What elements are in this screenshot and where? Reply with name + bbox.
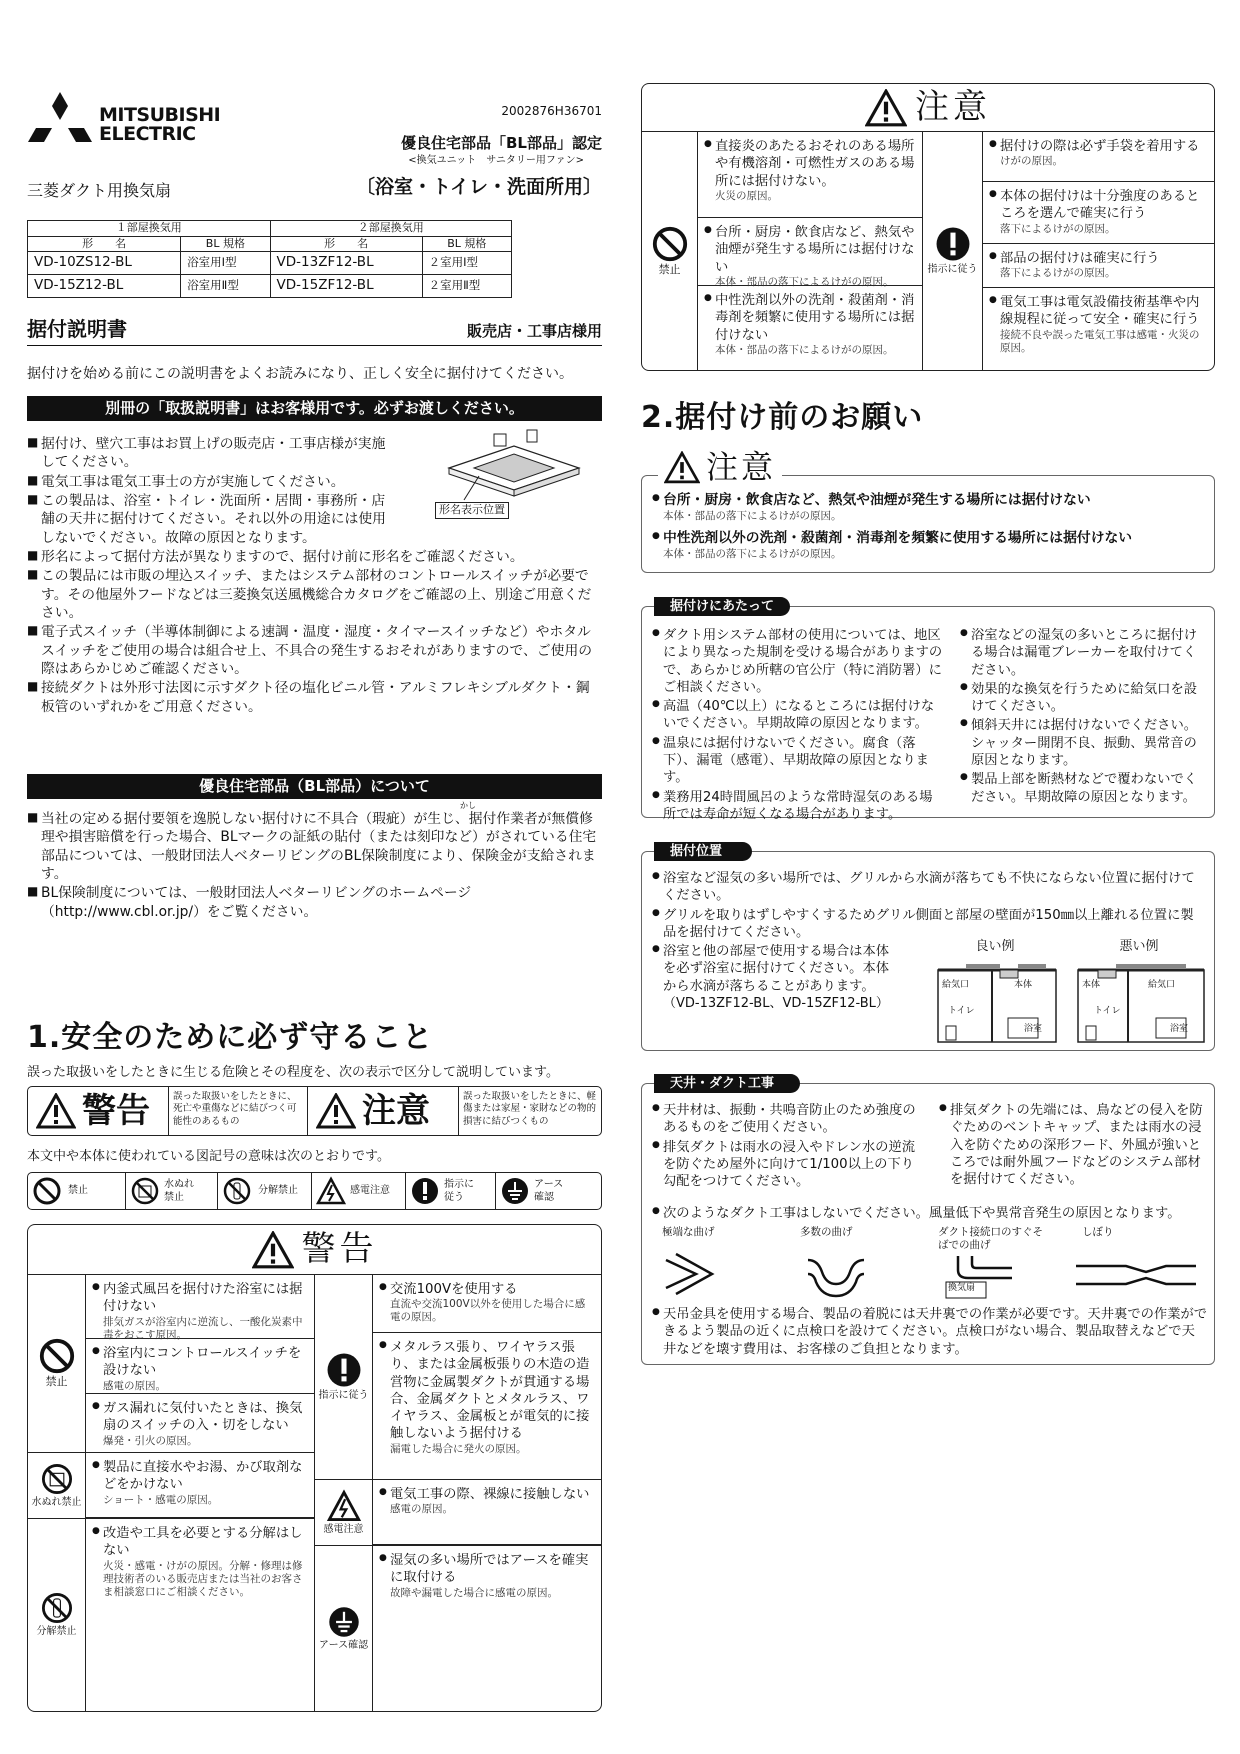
list-item xyxy=(86,1519,314,1711)
warning-group xyxy=(315,1480,601,1546)
list-item: ● 排気ダクトの先端には、鳥などの侵入を防ぐためのベントキャップ、または雨水の浸入を防ぐための深形フード、外風が強いところでは耐外風フードなどのシステム部材を据付けてください。 xyxy=(939,1102,1209,1188)
list-item: ■ 接続ダクトは外形寸法図に示すダクト径の塩化ビニル管・アルミフレキシブルダクト・鋼板管のいずれかをご用意ください。 xyxy=(27,679,602,716)
toilet-label: トイレ xyxy=(948,1006,975,1016)
list-item: ● 天井材は、振動・共鳴音防止のため強度のあるものをご使用ください。 xyxy=(652,1102,922,1137)
icon-label: アース確認 xyxy=(318,1639,369,1651)
audience: 販売店・工事店様用 xyxy=(466,322,602,340)
electric-shock-icon xyxy=(327,1489,361,1523)
list-item xyxy=(373,1546,601,1711)
icon-cell xyxy=(315,1480,373,1545)
symbols-row xyxy=(27,1172,602,1210)
item-text: ● 改造や工具を必要とする分解はしない xyxy=(92,1525,308,1560)
bath-label: 浴室 xyxy=(1170,1024,1189,1034)
sec2-caution-items xyxy=(652,492,1208,561)
atatte-right xyxy=(960,627,1208,806)
manual-title: 据付説明書 xyxy=(27,317,127,341)
symbol-label: 分解禁止 xyxy=(258,1185,298,1197)
list-item xyxy=(983,244,1214,288)
symbol-no-disassembly xyxy=(218,1173,312,1209)
warning-left-col xyxy=(28,1275,315,1711)
prohibit-icon xyxy=(651,225,689,263)
instruction-icon xyxy=(325,1351,363,1389)
item-note: 直流や交流100V以外を使用した場合に感電の原因。 xyxy=(390,1298,586,1324)
col-model: 形 名 xyxy=(28,236,181,252)
model-label-position: 形名表示位置 xyxy=(435,502,509,519)
duct-left xyxy=(652,1102,922,1190)
icon-label: 水ぬれ禁止 xyxy=(31,1496,82,1508)
symbol-label: 禁止 xyxy=(68,1185,88,1197)
list-item xyxy=(983,132,1214,182)
item-text: ● 製品に直接水やお湯、かび取剤などをかけない xyxy=(92,1459,308,1494)
position-tag: 据付位置 xyxy=(654,842,752,861)
instruction-icon xyxy=(934,225,972,263)
prohibit-icon xyxy=(38,1337,76,1375)
icon-label: 感電注意 xyxy=(323,1523,364,1535)
icon-cell xyxy=(28,1519,86,1711)
list-item: ■ 電気工事は電気工事士の方が実施してください。 xyxy=(27,473,399,491)
item-note: 爆発・引火の原因。 xyxy=(103,1434,198,1447)
list-item: ● 効果的な換気を行うために給気口を設けてください。 xyxy=(960,681,1208,716)
item-note: 故障や漏電した場合に感電の原因。 xyxy=(390,1586,558,1599)
item-text: ● 交流100Vを使用する xyxy=(379,1281,595,1298)
warning-triangle-icon xyxy=(252,1231,294,1269)
list-item xyxy=(698,132,922,218)
list-item: ● ダクト用システム部材の使用については、地区により異なった規制を受ける場合がありますので、あらかじめ所轄の官公庁（特に消防署）にご相談ください。 xyxy=(652,627,944,696)
item-note: けがの原因。 xyxy=(1000,155,1063,168)
sec1-title: 1.安全のために必ず守ること xyxy=(27,1020,434,1055)
fan-label: 換気扇 xyxy=(948,1283,976,1293)
item-text: ● ガス漏れに気付いたときは、換気扇のスイッチの入・切をしない xyxy=(92,1400,308,1435)
item-note: ショート・感電の原因。 xyxy=(103,1493,219,1506)
duct-bad-drawings xyxy=(656,1250,1216,1302)
atatte-left xyxy=(652,627,944,823)
left-column xyxy=(27,90,602,1730)
warning-right-col xyxy=(315,1275,601,1711)
squeeze-label: しぼり xyxy=(1082,1226,1114,1238)
brand-line2: ELECTRIC xyxy=(99,123,196,145)
item-text: ● 直接炎のあたるおそれのある場所や有機溶剤・可燃性ガスのある場所には据付けない。 xyxy=(704,138,916,190)
duct-box xyxy=(641,1076,1215,1365)
item-text: ● 中性洗剤以外の洗剤・殺菌剤・消毒剤を頻繁に使用する場所には据付けない xyxy=(652,530,1208,548)
item-note: 落下によるけがの原因。 xyxy=(1000,267,1116,280)
inlet-label: 給気口 xyxy=(1148,980,1176,990)
icon-cell xyxy=(923,132,983,370)
near-bend-label: ダクト接続口のすぐそばでの曲げ xyxy=(938,1226,1043,1251)
electric-shock-icon xyxy=(316,1176,346,1206)
item-text: ● 中性洗剤以外の洗剤・殺菌剤・消毒剤を頻繁に使用する場所には据付けない xyxy=(704,292,916,344)
list-item: ● 業務用24時間風呂のような常時湿気のある場所では寿命が短くなる場合があります。 xyxy=(652,789,944,824)
toilet-label: トイレ xyxy=(1094,1006,1121,1016)
item-note: 本体・部品の落下によるけがの原因。 xyxy=(663,509,842,522)
icon-cell xyxy=(28,1453,86,1518)
list-item xyxy=(86,1275,314,1339)
list-item: ■ 形名によって据付方法が異なりますので、据付け前に形名をご確認ください。 xyxy=(27,548,602,566)
warning-group xyxy=(28,1453,314,1519)
warning-group xyxy=(28,1275,314,1453)
icon-label: 指示に従う xyxy=(318,1390,369,1402)
duct-tag: 天井・ダクト工事 xyxy=(654,1074,800,1093)
list-item xyxy=(983,288,1214,359)
list-item: ■ この製品には市販の埋込スイッチ、またはシステム部材のコントロールスイッチが必要です。その他屋外フードなどは三菱換気送風機総合カタログをご確認の上、別途ご用意ください。 xyxy=(27,567,602,622)
manual-title-row xyxy=(27,316,602,346)
brand-line1: MITSUBISHI xyxy=(99,104,221,126)
good-label: 良い例 xyxy=(975,939,1015,954)
model-cell: VD-13ZF12-BL xyxy=(270,252,422,275)
brand-name xyxy=(99,106,220,144)
duct-last-note: ● 天吊金具を使用する場合、製品の着脱には天井裏での作業が必要です。天井裏での作業ができるよう製品の近くに点検口を設けてください。点検口がない場合、製品取替えなどで天井などを壊す費用は、お客様のご負担となります。 xyxy=(652,1306,1208,1358)
group1-header: １部屋換気用 xyxy=(28,221,271,237)
bl-list xyxy=(27,810,602,922)
list-item: ● 温泉には据付けないでください。腐食（落下）、漏電（感電）、早期故障の原因となります。 xyxy=(652,735,944,787)
ground-icon xyxy=(500,1176,530,1206)
item-text: ● 台所・厨房・飲食店など、熱気や油煙が発生する場所には据付けない xyxy=(652,492,1208,510)
list-item xyxy=(86,1339,314,1394)
item-text: ● 電気工事の際、裸線に接触しない xyxy=(379,1486,595,1503)
list-item: ■ 電子式スイッチ（半導体制御による速調・温度・湿度・タイマースイッチなど）やホタルスイッチをご使用の場合は組合せ上、不具合の発生するおそれがありますので、ご使用の際はあらかじめご確認ください。 xyxy=(27,623,602,678)
caution-table xyxy=(641,131,1215,371)
item-text: ● 部品の据付けは確実に行う xyxy=(989,250,1208,267)
warning-legend xyxy=(28,1087,168,1135)
bl-sub: <換気ユニット サニタリー用ファン> xyxy=(408,155,584,166)
bl-cell: 浴室用Ⅰ型 xyxy=(181,252,270,275)
list-item xyxy=(373,1275,601,1333)
bl-cert: 優良住宅部品「BL部品」認定 xyxy=(401,134,602,152)
model-cell: VD-15ZF12-BL xyxy=(270,275,422,298)
caution-desc: 誤った取扱いをしたときに、軽傷または家屋・家財などの物的損害に結びつくもの xyxy=(458,1087,601,1135)
bath-label: 浴室 xyxy=(1024,1024,1043,1034)
right-column xyxy=(641,83,1215,1383)
col-bl: BL 規格 xyxy=(181,236,270,252)
good-example-figure xyxy=(936,956,1058,1044)
caution-word: 注意 xyxy=(915,87,991,128)
item-text: ● 本体の据付けは十分強度のあるところを選んで確実に行う xyxy=(989,188,1208,223)
list-item xyxy=(698,218,922,286)
list-item: ● 排気ダクトは雨水の浸入やドレン水の逆流を防ぐため屋外に向けて1/100以上の下り勾配をつけてください。 xyxy=(652,1139,922,1191)
notes-list xyxy=(27,435,602,717)
item-note: 火災の原因。 xyxy=(715,189,778,202)
body-label: 本体 xyxy=(1014,980,1033,990)
list-item: ● 浴室などの湿気の多いところに据付ける場合は漏電ブレーカーを取付けてください。 xyxy=(960,627,1208,679)
list-item: ● 浴室と他の部屋で使用する場合は本体を必ず浴室に据付けてください。本体から水滴が落ちることがあります。 xyxy=(652,943,902,995)
no-water-icon xyxy=(40,1462,74,1496)
table-row xyxy=(28,275,512,298)
warning-table xyxy=(27,1274,602,1712)
list-item: ■ 当社の定める据付要領を逸脱しない据付けに不具合（瑕疵）が生じ、据付作業者が無償修理や損害賠償を行った場合、BLマークの証紙の貼付（または刻印など）がされている住宅部品については、一般財団法人ベターリビングのBL保険制度により、保険金が支給されます。 xyxy=(27,810,602,883)
table-row xyxy=(28,252,512,275)
list-item xyxy=(86,1453,314,1518)
bad-bend-label: 極端な曲げ xyxy=(662,1226,715,1238)
list-item: ■ BL保険制度については、一般財団法人ベターリビングのホームページ（http://www.cbl.or.jp/）をご覧ください。 xyxy=(27,884,602,921)
list-item: ● 浴室など湿気の多い場所では、グリルから水滴が落ちても不快にならない位置に据付けてください。 xyxy=(652,870,1206,905)
ground-icon xyxy=(327,1605,361,1639)
item-text: ● 台所・厨房・飲食店など、熱気や油煙が発生する場所には据付けない xyxy=(704,224,916,276)
list-item: ● 製品上部を断熱材などで覆わないでください。早期故障の原因となります。 xyxy=(960,771,1208,806)
list-item: ■ この製品は、浴室・トイレ・洗面所・居間・事務所・店舗の天井に据付けてください。それ以外の用途には使用しないでください。故障の原因となります。 xyxy=(27,492,399,547)
no-water-icon xyxy=(130,1176,160,1206)
symbol-label: 感電注意 xyxy=(350,1185,390,1197)
bad-example-figure xyxy=(1076,956,1206,1044)
handover-bar: 別冊の「取扱説明書」はお客様用です。必ずお渡しください。 xyxy=(27,396,602,421)
inlet-label: 給気口 xyxy=(942,980,970,990)
body-label: 本体 xyxy=(1082,980,1101,990)
doc-number: 2002876H36701 xyxy=(501,104,602,118)
item-text: ● メタルラス張り、ワイヤラス張り、または金属板張りの木造の造営物に金属製ダクトが貫通する場合、金属ダクトとメタルラス、ワイヤラス、金属板とが電気的に接触しないよう据付ける xyxy=(379,1339,595,1443)
caution-legend xyxy=(308,1087,458,1135)
item-note: 感電の原因。 xyxy=(103,1379,166,1392)
bad-label: 悪い例 xyxy=(1119,939,1159,954)
warning-word: 警告 xyxy=(301,1229,378,1270)
bl-cell: ２室用Ⅱ型 xyxy=(422,275,511,298)
warning-header xyxy=(27,1224,602,1274)
caution-triangle-icon xyxy=(664,451,700,484)
symbol-prohibit xyxy=(28,1173,126,1209)
instruction-icon xyxy=(410,1176,440,1206)
symbol-ground xyxy=(496,1173,601,1209)
warning-word: 警告 xyxy=(82,1090,150,1131)
warning-desc: 誤った取扱いをしたときに、死亡や重傷などに結びつく可能性のあるもの xyxy=(168,1087,308,1135)
item-text: ● 浴室内にコントロールスイッチを設けない xyxy=(92,1345,308,1380)
list-item xyxy=(698,286,922,361)
kashi-ruby: かし xyxy=(460,801,476,810)
list-item xyxy=(983,182,1214,244)
prohibit-icon xyxy=(32,1176,62,1206)
sec1-intro: 誤った取扱いをしたときに生じる危険とその程度を、次の表示で区分して説明しています。 xyxy=(27,1065,559,1080)
bl-cell: 浴室用Ⅱ型 xyxy=(181,275,270,298)
icon-label: 分解禁止 xyxy=(36,1626,77,1638)
caution-word: 注意 xyxy=(706,448,777,486)
item-note: 感電の原因。 xyxy=(390,1503,453,1516)
icon-label: 禁止 xyxy=(45,1375,68,1389)
icon-label: 禁止 xyxy=(658,262,681,276)
item-note: 本体・部品の落下によるけがの原因。 xyxy=(715,343,894,356)
model-cell: VD-15Z12-BL xyxy=(28,275,181,298)
no-disassembly-icon xyxy=(222,1176,252,1206)
list-item xyxy=(86,1394,314,1452)
warning-group xyxy=(28,1519,314,1711)
caution-left-items xyxy=(698,132,923,370)
product-type: 三菱ダクト用換気扇 xyxy=(27,181,172,200)
col-bl: BL 規格 xyxy=(422,236,511,252)
sec2-title: 2.据付け前のお願い xyxy=(641,400,924,435)
duct-bad-intro: ● 次のようなダクト工事はしないでください。風量低下や異常音発生の原因となります。 xyxy=(652,1205,1210,1222)
list-item: ● 高温（40℃以上）になるところには据付けないでください。早期故障の原因となります。 xyxy=(652,698,944,733)
list-item: ■ 据付け、壁穴工事はお買上げの販売店・工事店様が実施してください。 xyxy=(27,435,399,472)
models-table xyxy=(27,220,512,298)
icon-cell xyxy=(315,1275,373,1479)
list-item xyxy=(373,1333,601,1460)
group2-header: ２部屋換気用 xyxy=(270,221,511,237)
symbol-shock xyxy=(312,1173,406,1209)
item-note: 本体・部品の落下によるけがの原因。 xyxy=(715,275,894,288)
item-note: 排気ガスが浴室内に逆流し、一酸化炭素中毒をおこす原因。 xyxy=(103,1315,303,1341)
item-note: 落下によるけがの原因。 xyxy=(1000,222,1116,235)
symbol-label: 指示に従う xyxy=(444,1178,474,1203)
sec2-caution-box xyxy=(641,448,1215,573)
sec2-caution-label xyxy=(658,446,782,488)
atatte-tag: 据付けにあたって xyxy=(654,597,790,616)
item-note: 本体・部品の落下によるけがの原因。 xyxy=(663,547,842,560)
bl-cell: ２室用Ⅰ型 xyxy=(422,252,511,275)
symbol-follow xyxy=(406,1173,496,1209)
item-text: ● 湿気の多い場所ではアースを確実に取付ける xyxy=(379,1552,595,1587)
item-text: ● 電気工事は電気設備技術基準や内線規程に従って安全・確実に行う xyxy=(989,294,1208,329)
icon-cell xyxy=(28,1275,86,1452)
caution-triangle-icon xyxy=(316,1093,356,1129)
no-disassembly-icon xyxy=(40,1591,74,1625)
icon-cell xyxy=(642,132,698,370)
icon-cell xyxy=(315,1546,373,1711)
icon-label: 指示に従う xyxy=(927,264,978,276)
list-item xyxy=(373,1480,601,1545)
model-cell: VD-10ZS12-BL xyxy=(28,252,181,275)
item-note: 接続不良や誤った電気工事は感電・火災の原因。 xyxy=(1000,328,1200,354)
item-note: 火災・感電・けがの原因。分解・修理は修理技術者のいる販売店または当社のお客さま相談窓口にご相談ください。 xyxy=(103,1559,303,1598)
caution-right-items xyxy=(983,132,1214,370)
symbol-no-water xyxy=(126,1173,218,1209)
col-model: 形 名 xyxy=(270,236,422,252)
warning-items xyxy=(373,1275,601,1479)
caution-triangle-icon xyxy=(865,89,907,127)
item-text: ● 内釜式風呂を据付けた浴室には据付けない xyxy=(92,1281,308,1316)
intro-text: 据付けを始める前にこの説明書をよくお読みになり、正しく安全に据付けてください。 xyxy=(27,366,573,382)
warning-group xyxy=(315,1275,601,1480)
signal-legend xyxy=(27,1086,602,1136)
usage: 〔浴室・トイレ・洗面所用〕 xyxy=(355,176,602,198)
item-note: 漏電した場合に発火の原因。 xyxy=(390,1442,527,1455)
symbol-label: 水ぬれ禁止 xyxy=(164,1178,194,1203)
warning-items xyxy=(86,1275,314,1452)
position-models: （VD-13ZF12-BL、VD-15ZF12-BL） xyxy=(663,995,889,1011)
list-item: ● グリルを取りはずしやすくするためグリル側面と部屋の壁面が150㎜以上離れる位置に製品を据付けてください。 xyxy=(652,907,1206,942)
caution-header xyxy=(641,83,1215,131)
warning-triangle-icon xyxy=(36,1093,76,1129)
mitsubishi-logo xyxy=(27,92,93,155)
list-item: ● 傾斜天井には据付けないでください。シャッター開閉不良、振動、異常音の原因となります。 xyxy=(960,717,1208,769)
position-box xyxy=(641,844,1215,1051)
three-diamonds-icon xyxy=(27,92,93,150)
warning-group xyxy=(315,1546,601,1711)
symbol-label: アース確認 xyxy=(534,1178,564,1203)
caution-word: 注意 xyxy=(362,1090,430,1131)
item-text: ● 据付けの際は必ず手袋を着用する xyxy=(989,138,1208,155)
symbols-intro: 本文中や本体に使われている図記号の意味は次のとおりです。 xyxy=(27,1149,390,1164)
atatte-box xyxy=(641,599,1215,822)
duct-right xyxy=(939,1102,1209,1188)
many-bends-label: 多数の曲げ xyxy=(800,1226,853,1238)
bl-bar: 優良住宅部品（BL部品）について xyxy=(27,774,602,799)
